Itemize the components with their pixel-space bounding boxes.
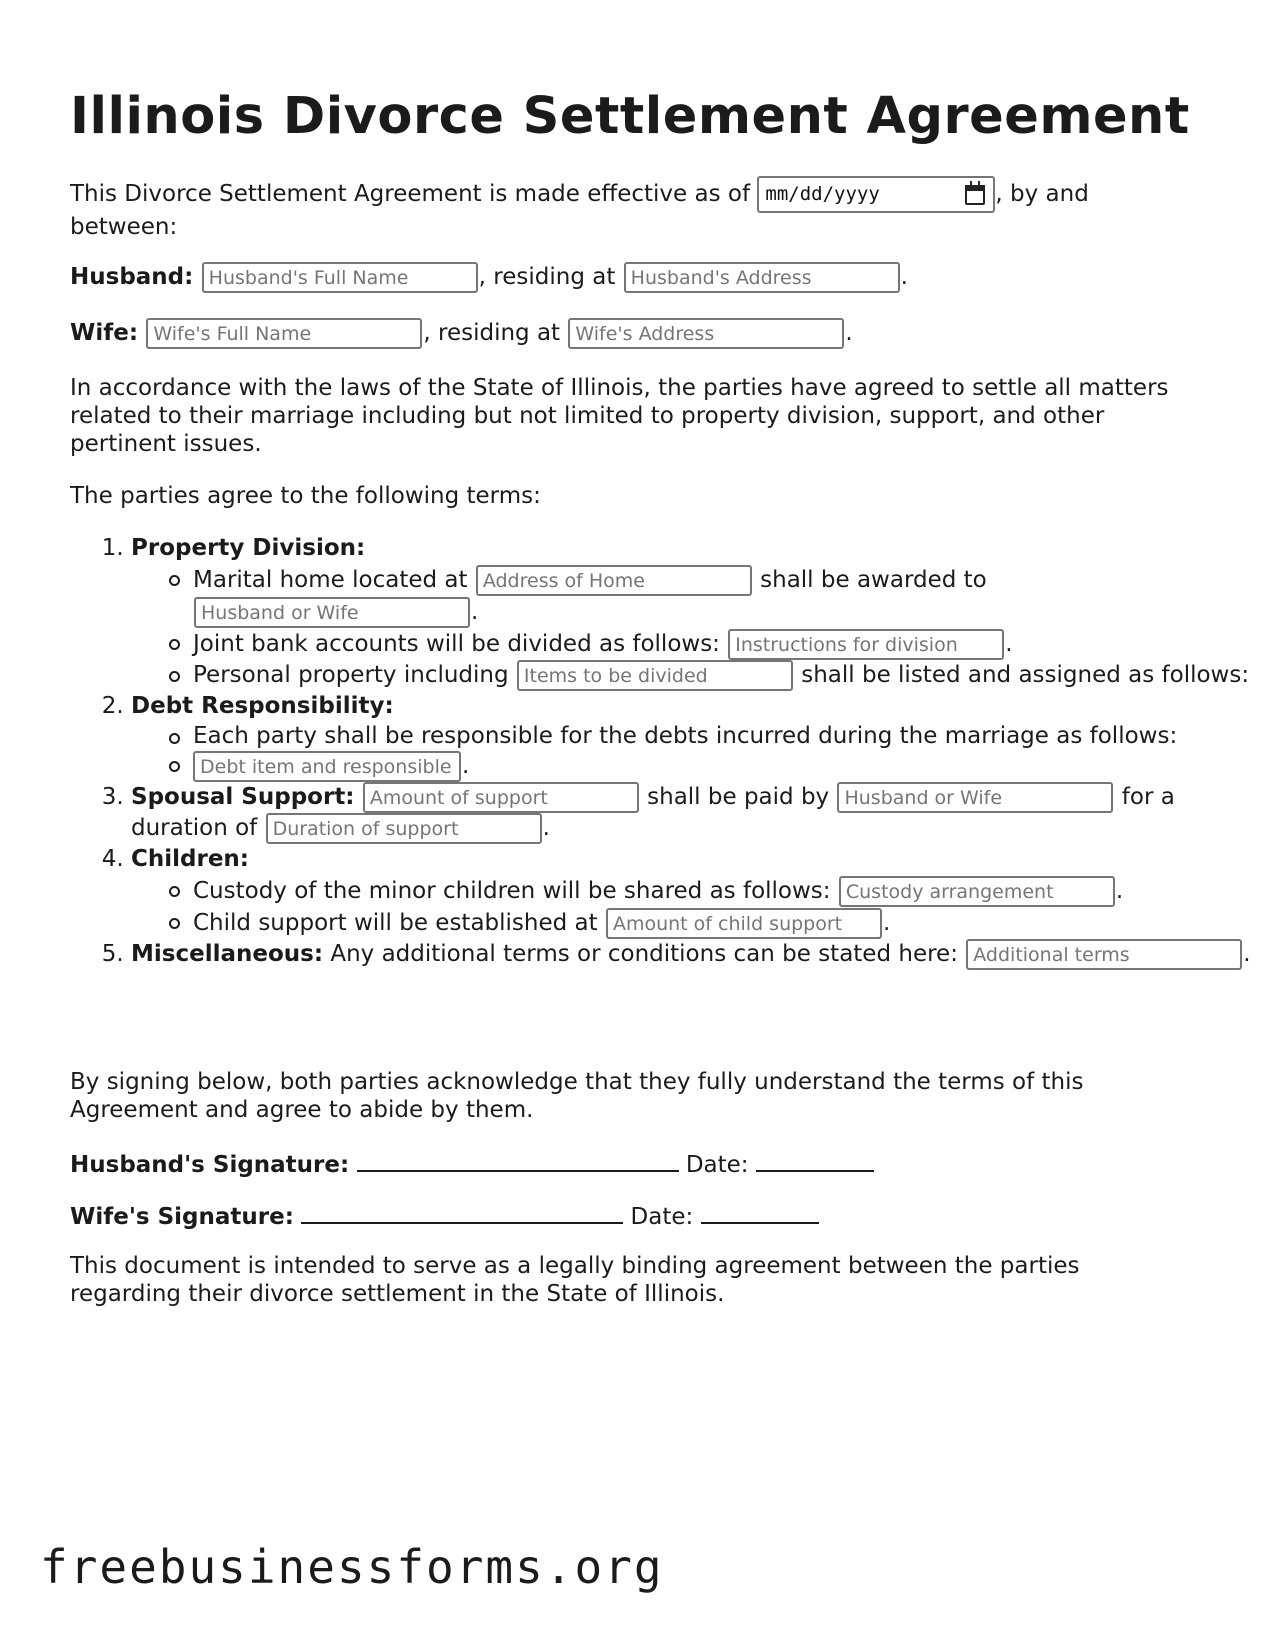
term-spousal-support: 3. Spousal Support: Amount of support shall be paid by Husband or Wife for a duration of Duration of support .: [131, 782, 1256, 844]
child-support-item: Child support will be established at Amount of child support .: [193, 907, 1256, 939]
personal-property-item: Personal property including Items to be divided shall be listed and assigned as follows:: [193, 660, 1256, 691]
support-duration-input[interactable]: [266, 813, 542, 844]
term-property: 1. Property Division: Marital home located at Address of Home shall be awarded to Husband or Wife . Joint bank accounts will be divided as follows: Instructions for division . Personal property including Items to be divided shall be listed and assigned as follows:: [131, 533, 1256, 691]
wife-signature-field[interactable]: [301, 1200, 623, 1224]
debt-item-input[interactable]: [193, 751, 461, 782]
custody-item: Custody of the minor children will be shared as follows: Custody arrangement .: [193, 875, 1256, 907]
term-miscellaneous: 5. Miscellaneous: Any additional terms or conditions can be stated here: Additional terms .: [131, 939, 1256, 970]
marital-home-item: Marital home located at Address of Home shall be awarded to Husband or Wife .: [193, 564, 1256, 628]
intro-paragraph: This Divorce Settlement Agreement is made effective as of mm/dd/yyyy , by and between:: [70, 176, 1195, 242]
home-address-input[interactable]: [476, 565, 752, 596]
debt-input-item: Debt item and responsible .: [193, 750, 1256, 782]
wife-signature-line: Wife's Signature: Date:: [70, 1200, 1195, 1232]
support-payer-input[interactable]: [837, 782, 1113, 813]
debt-text-item: Each party shall be responsible for the debts incurred during the marriage as follows:: [193, 722, 1256, 750]
additional-terms-input[interactable]: [966, 939, 1242, 970]
closing-paragraph: This document is intended to serve as a legally binding agreement between the parties regarding their divorce settlement in the State of Illinois.: [70, 1253, 1080, 1307]
bank-accounts-item: Joint bank accounts will be divided as follows: Instructions for division .: [193, 628, 1256, 660]
husband-name-input[interactable]: [202, 262, 478, 293]
personal-items-input[interactable]: [517, 660, 793, 691]
child-support-input[interactable]: [606, 908, 882, 939]
wife-label: Wife:: [70, 320, 139, 346]
terms-list: [70, 533, 1256, 970]
wife-address-input[interactable]: [568, 318, 844, 349]
home-awarded-to-input[interactable]: [194, 597, 470, 628]
agree-terms-text: The parties agree to the following terms:: [70, 483, 541, 509]
support-amount-input[interactable]: [363, 782, 639, 813]
acknowledge-paragraph: By signing below, both parties acknowledge that they fully understand the terms of this Agreement and agree to abide by them.: [70, 1069, 1084, 1123]
husband-address-input[interactable]: [624, 262, 900, 293]
effective-date-input[interactable]: mm/dd/yyyy: [757, 176, 995, 213]
term-debt: 2. Debt Responsibility: Each party shall be responsible for the debts incurred during the marriage as follows: Debt item and responsible .: [131, 691, 1256, 782]
husband-signature-line: Husband's Signature: Date:: [70, 1148, 1195, 1180]
husband-date-field[interactable]: [756, 1148, 874, 1172]
husband-signature-field[interactable]: [357, 1148, 679, 1172]
husband-line: Husband: Husband's Full Name , residing at Husband's Address .: [70, 262, 1195, 293]
calendar-icon[interactable]: [965, 185, 985, 205]
wife-date-field[interactable]: [701, 1200, 819, 1224]
bank-division-input[interactable]: [728, 629, 1004, 660]
wife-line: Wife: Wife's Full Name , residing at Wife's Address .: [70, 318, 1195, 349]
wife-name-input[interactable]: [146, 318, 422, 349]
page-title: Illinois Divorce Settlement Agreement: [70, 87, 1190, 146]
accordance-paragraph: In accordance with the laws of the State of Illinois, the parties have agreed to settle all matters related to their marriage including but not limited to property division, support, and other pertinent issues.: [70, 375, 1169, 457]
term-children: 4. Children: Custody of the minor children will be shared as follows: Custody arrangement . Child support will be established at Amount of child support .: [131, 844, 1256, 939]
custody-input[interactable]: [839, 876, 1115, 907]
husband-label: Husband:: [70, 264, 194, 290]
footer-watermark: freebusinessforms.org: [40, 1540, 664, 1594]
